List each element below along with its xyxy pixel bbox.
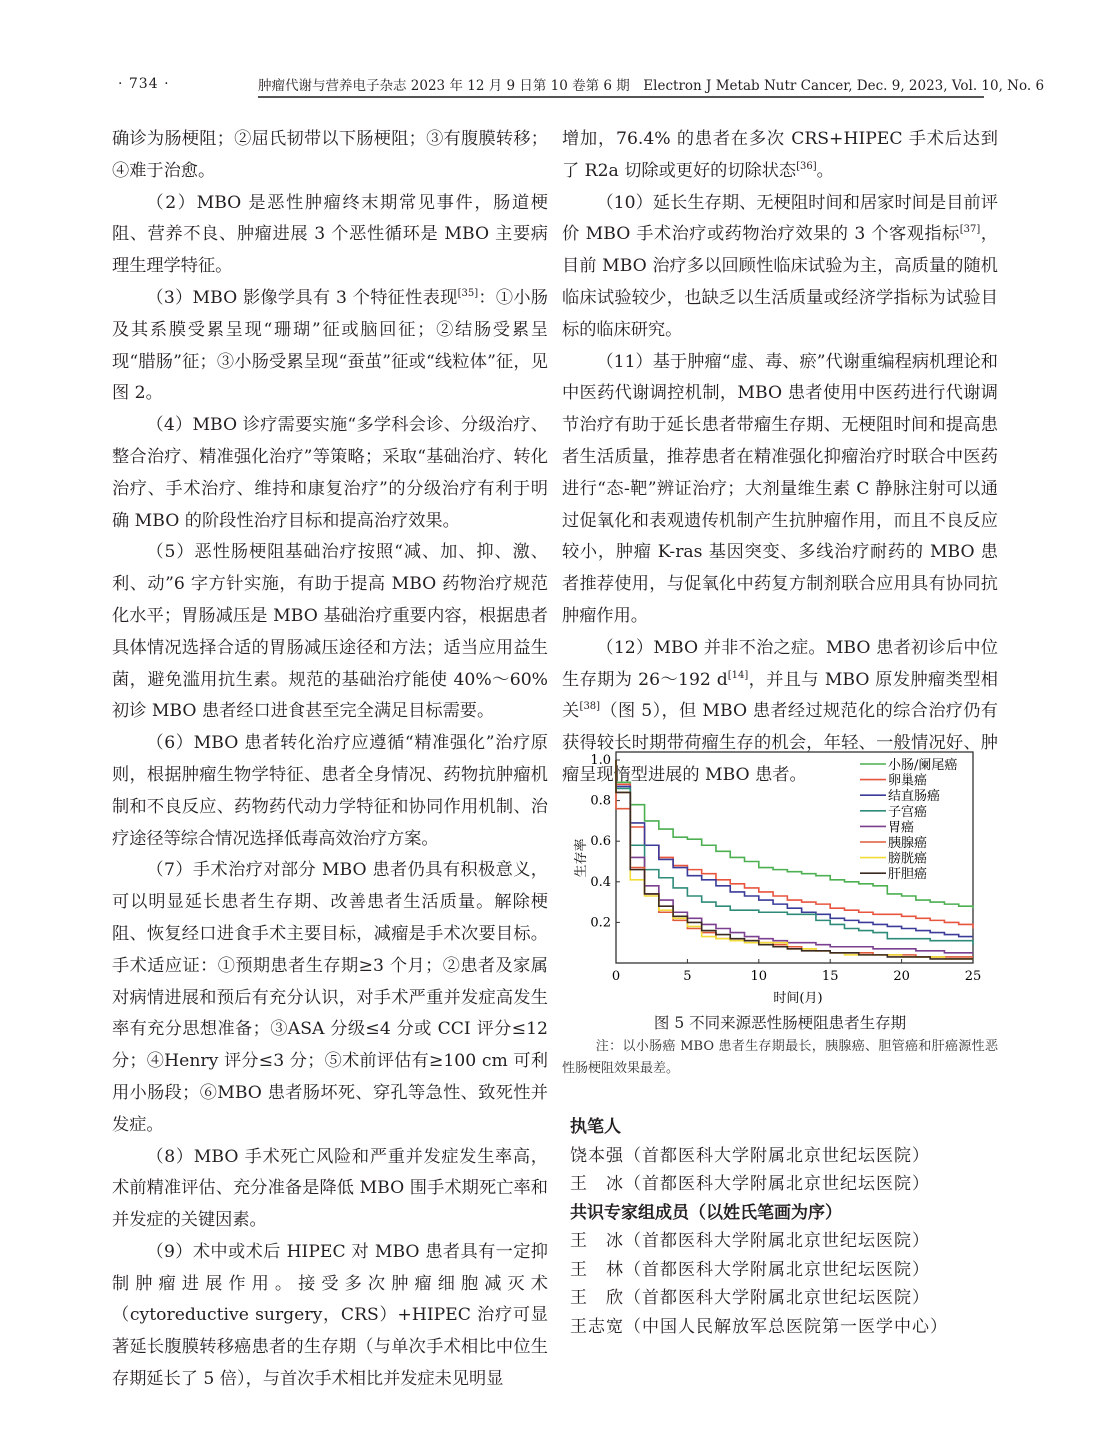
chart-legend xyxy=(860,758,957,882)
page-header xyxy=(118,74,1045,98)
experts-heading: 共识专家组成员（以姓氏笔画为序） xyxy=(570,1202,842,1223)
author-affiliation: （首都医科大学附属北京世纪坛医院） xyxy=(624,1288,930,1308)
figure-note xyxy=(562,1036,998,1080)
author-affiliation: （首都医科大学附属北京世纪坛医院） xyxy=(624,1259,930,1280)
writers-heading: 执笔人 xyxy=(570,1117,621,1137)
paragraph-text: （8）MBO 手术死亡风险和严重并发症发生率高，术前精准评估、充分准备是降低 MBO 围手术期死亡率和并发症的关键因素。 xyxy=(112,1146,548,1231)
author-affiliation: （首都医科大学附属北京世纪坛医院） xyxy=(624,1145,930,1166)
paragraph-text: （11）基于肿瘤“虚、毒、瘀”代谢重编程病机理论和中医药代谢调控机制，MBO 患者使用中医药进行代谢调节治疗有助于延长患者带瘤生存期、无梗阻时间和提高患者生活质量，推荐患者在精准强化抑瘤治疗时联合中医药进行“态-靶”辨证治疗；大剂量维生素 C 静脉注射可以通过促氧化和表观遗传机制产生抗肿瘤作用，而且不良反应较小，肿瘤 K-ras 基因突变、多线治疗耐药的 MBO 患者推荐使用，与促氧化中药复方制剂联合应用具有协同抗肿瘤作用。 xyxy=(562,351,998,626)
citation-ref[interactable]: [35] xyxy=(457,287,479,299)
citation-ref[interactable]: [36] xyxy=(796,160,817,172)
author-row xyxy=(570,1284,1000,1313)
right-column xyxy=(562,124,998,792)
author-row xyxy=(570,1227,1000,1256)
author-name: 王 林 xyxy=(570,1259,624,1280)
running-title: 肿瘤代谢与营养电子杂志 2023 年 12 月 9 日第 10 卷第 6 期 Electron J Metab Nutr Cancer, Dec. 9, 2023, Vol. 10, No. 6 xyxy=(258,74,984,98)
figure-5 xyxy=(568,740,988,1010)
paragraph-text: ：①小肠及其系膜受累呈现“珊瑚”征或脑回征；②结肠受累呈现“腊肠”征；③小肠受累呈现“蚕茧”征或“线粒体”征，见图 2。 xyxy=(112,287,548,404)
legend-label: 卵巢癌 xyxy=(888,773,928,789)
authors-section xyxy=(570,1113,1000,1341)
x-axis-label: 时间(月) xyxy=(773,991,823,1006)
citation-ref[interactable]: [37] xyxy=(959,224,981,236)
author-name: 王志宽 xyxy=(570,1316,624,1337)
author-row xyxy=(570,1256,1000,1285)
paragraph xyxy=(562,124,998,188)
paragraph xyxy=(112,1237,548,1396)
left-column xyxy=(112,124,548,1396)
legend-label: 小肠/阑尾癌 xyxy=(888,758,958,773)
experts-list xyxy=(570,1227,1000,1341)
figure-caption: 图 5 不同来源恶性肠梗阻患者生存期 xyxy=(653,1014,907,1032)
paragraph-text: ，目前 MBO 治疗多以回顾性临床试验为主，高质量的随机临床试验较少，也缺乏以生活质量或经济学指标为试验目标的临床研究。 xyxy=(562,224,998,340)
x-tick-label: 15 xyxy=(821,969,839,984)
y-tick-label: 0.6 xyxy=(590,834,611,850)
legend-label: 胃癌 xyxy=(888,820,915,836)
y-tick-label: 0.4 xyxy=(590,874,611,890)
x-tick-label: 20 xyxy=(893,969,910,984)
x-tick-label: 25 xyxy=(964,969,982,984)
legend-label: 结直肠癌 xyxy=(888,789,941,805)
author-affiliation: （首都医科大学附属北京世纪坛医院） xyxy=(624,1174,930,1194)
paragraph-text: （12）MBO 并非不治之症。MBO 患者初诊后中位生存期为 26～192 d xyxy=(562,637,998,690)
y-tick-label: 0.2 xyxy=(590,915,611,931)
paragraph xyxy=(562,188,998,347)
paragraph xyxy=(112,283,548,410)
x-tick-label: 0 xyxy=(611,969,621,984)
author-affiliation: （中国人民解放军总医院第一医学中心） xyxy=(624,1316,948,1337)
y-tick-label: 1.0 xyxy=(590,753,611,768)
legend-label: 肝胆癌 xyxy=(888,867,928,883)
x-tick-label: 5 xyxy=(683,969,692,984)
citation-ref[interactable]: [14] xyxy=(727,669,749,681)
paragraph-text: （10）延长生存期、无梗阻时间和居家时间是目前评价 MBO 手术治疗或药物治疗效果的 3 个客观指标 xyxy=(562,192,998,245)
author-row xyxy=(570,1313,1000,1342)
paragraph-text: （2）MBO 是恶性肿瘤终末期常见事件，肠道梗阻、营养不良、肿瘤进展 3 个恶性循环是 MBO 主要病理生理学特征。 xyxy=(112,192,548,277)
paragraph xyxy=(112,728,548,855)
paragraph-text: （5）恶性肠梗阻基础治疗按照“减、加、抑、激、利、动”6 字方针实施，有助于提高 MBO 药物治疗规范化水平；胃肠减压是 MBO 基础治疗重要内容，根据患者具体情况选择合适的胃肠减压途径和方法；适当应用益生菌，避免滥用抗生素。规范的基础治疗能使 40%～60% 初诊 MBO 患者经口进食甚至完全满足目标需要。 xyxy=(112,542,548,722)
paragraph xyxy=(112,855,548,1141)
paragraph xyxy=(112,1142,548,1237)
paragraph-text: 。 xyxy=(816,160,834,181)
legend-label: 子宫癌 xyxy=(888,804,928,820)
paragraph-text: （6）MBO 患者转化治疗应遵循“精准强化”治疗原则，根据肿瘤生物学特征、患者全身情况、药物抗肿瘤机制和不良反应、药物药代动力学特征和协同作用机制、治疗途径等综合情况选择低毒高效治疗方案。 xyxy=(112,733,548,849)
legend-label: 胰腺癌 xyxy=(888,836,928,851)
citation-ref[interactable]: [38] xyxy=(579,701,601,713)
legend-label: 膀胱癌 xyxy=(888,851,928,867)
paragraph-text: 增加，76.4% 的患者在多次 CRS+HIPEC 手术后达到了 R2a 切除或更好的切除状态 xyxy=(562,129,998,181)
survival-chart xyxy=(568,740,988,1010)
paragraph xyxy=(112,537,548,728)
paragraph xyxy=(112,124,548,188)
x-tick-label: 10 xyxy=(750,969,768,984)
author-name: 王 冰 xyxy=(570,1231,624,1251)
paragraph-text: （3）MBO 影像学具有 3 个特征性表现 xyxy=(146,287,458,308)
author-row xyxy=(570,1170,1000,1199)
paragraph-text: （图 5），但 MBO 患者经过规范化的综合治疗仍有获得较长时期带荷瘤生存的机会，年轻、一般情况好、肿瘤呈现惰型进展的 MBO 患者。 xyxy=(562,701,998,785)
paragraph xyxy=(112,188,548,283)
author-row xyxy=(570,1142,1000,1171)
paragraph-text: 确诊为肠梗阻；②屈氏韧带以下肠梗阻；③有腹膜转移；④难于治愈。 xyxy=(112,129,548,181)
paragraph xyxy=(112,410,548,537)
paragraph-text: （9）术中或术后 HIPEC 对 MBO 患者具有一定抑制肿瘤进展作用。接受多次肿瘤细胞减灭术（cytoreductive surgery，CRS）+HIPEC 治疗可显著延长腹膜转移癌患者的生存期（与单次手术相比中位生存期延长了 5 倍），与首次手术相比并发症未见明显 xyxy=(112,1241,548,1390)
y-axis-label: 生存率 xyxy=(574,838,589,878)
author-affiliation: （首都医科大学附属北京世纪坛医院） xyxy=(624,1231,930,1251)
paragraph-text: （4）MBO 诊疗需要实施“多学科会诊、分级治疗、整合治疗、精准强化治疗”等策略；采取“基础治疗、转化治疗、手术治疗、维持和康复治疗”的分级治疗有利于明确 MBO 的阶段性治疗目标和提高治疗效果。 xyxy=(112,415,548,531)
author-name: 王 冰 xyxy=(570,1174,624,1194)
paragraph xyxy=(562,347,998,633)
figure-note-text: 注：以小肠癌 MBO 患者生存期最长，胰腺癌、胆管癌和肝癌源性恶性肠梗阻效果最差。 xyxy=(562,1039,998,1076)
writers-list xyxy=(570,1142,1000,1199)
author-name: 王 欣 xyxy=(570,1288,624,1308)
page-number: · 734 · xyxy=(118,76,170,92)
paragraph-text: ，并且与 MBO 原发肿瘤类型相关 xyxy=(562,669,998,722)
y-tick-label: 0.8 xyxy=(590,793,611,809)
author-name: 饶本强 xyxy=(570,1145,624,1166)
paragraph-text: （7）手术治疗对部分 MBO 患者仍具有积极意义，可以明显延长患者生存期、改善患者生活质量。解除梗阻、恢复经口进食手术主要目标，减瘤是手术次要目标。手术适应证：①预期患者生存期≥3 个月；②患者及家属对病情进展和预后有充分认识，对手术严重并发症高发生率有充分思想准备；③ASA 分级≤4 分或 CCI 评分≤12 分；④Henry 评分≤3 分；⑤术前评估有≥100 cm 可利用小肠段；⑥MBO 患者肠坏死、穿孔等急性、致死性并发症。 xyxy=(112,860,548,1135)
